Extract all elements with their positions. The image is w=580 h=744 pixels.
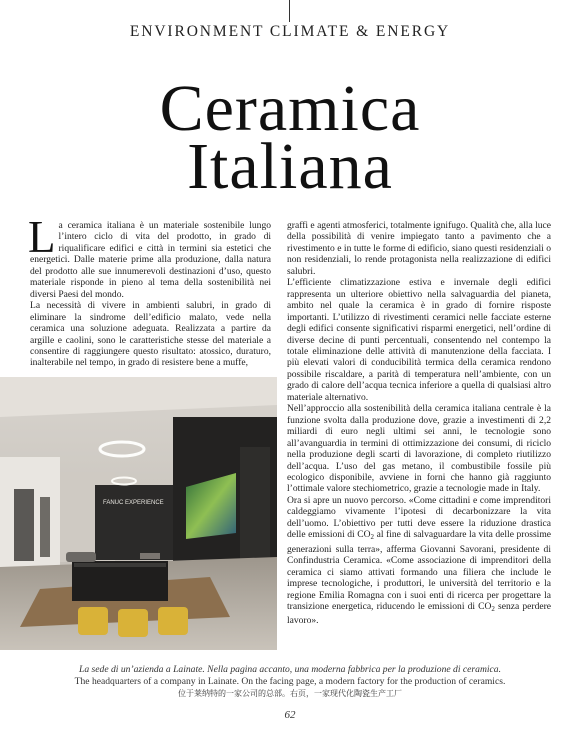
- section-title: ENVIRONMENT CLIMATE & ENERGY: [129, 23, 451, 40]
- paragraph-text: senza perdere lavoro».: [287, 600, 551, 627]
- photo-caption: [0, 664, 580, 700]
- page-number: 62: [284, 709, 296, 721]
- paragraph: La necessità di vivere in ambienti salubri, in grado di eliminare la sindrome dell’edificio malato, vede nella ceramica una soluzione adeguata. Realizzata a partire da argille e caolini, sono le caratteristiche stesse del materiale a consentire di raggiungere questo risultato: atossico, duraturo, inalterabile nel tempo, in grado di resistere bene a muffe,: [30, 300, 271, 369]
- top-divider-line: [289, 0, 290, 22]
- drop-cap: L: [28, 212, 56, 262]
- caption-chinese: 位于莱纳特的一家公司的总部。右页，一家现代化陶瓷生产工厂: [178, 689, 402, 698]
- article-column-2: [287, 220, 551, 627]
- title-line-1: Ceramica: [159, 72, 421, 145]
- office-lobby-photo: [0, 377, 277, 650]
- paragraph-text: a ceramica italiana è un materiale sostenibile lungo l’intero ciclo di vita del prodotto, in grado di riqualificare edifici e città in termini sia estetici che energetici. Dalle materie prime alla produzione, dalla natura del prodotto alle sue innumerevoli destinazioni d’uso, questo materiale risponde in pieno al tema della sostenibilità nei diversi Paesi del mondo.: [30, 220, 271, 300]
- paragraph-text: al fine di salvaguardare la vita delle prossime generazioni sulla terra», afferma Giovanni Savorani, presidente di Confindustria Ceramica. «Come associazione di imprenditori della ceramica ci siamo attivati formando una filiera che include le imprese tecnologiche, i produttori, le università del territorio e la regione Emilia Romagna con i suoi enti di ricerca per progettare la transizione energetica, riducendo le emissioni di CO: [287, 529, 551, 612]
- caption-english: The headquarters of a company in Lainate. On the facing page, a modern factory for the production of ceramics.: [74, 676, 506, 687]
- article-title: [0, 72, 580, 203]
- paragraph: Nell’approccio alla sostenibilità della ceramica italiana centrale è la funzione svolta dalla produzione dove, grazie a investimenti di 2,2 miliardi di euro negli ultimi sei anni, le tecnologie sono all’avanguardia in termini di ottimizzazione dei consumi, di riciclo nella produzione degli scarti di lavorazione, di completo riutilizzo dell’acqua. L’uso del gas metano, il combustibile fossile più ecologico disponibile, avviene in forni che hanno già raggiunto l’ottimale valore stechiometrico, grazie a tecnologie made in Italy.: [287, 403, 551, 495]
- paragraph-text: Ora si apre un nuovo percorso. «Come cittadini e come imprenditori caldeggiamo vivamente l’ipotesi di decarbonizzare la vita dell’uomo. L’obiettivo per tutti deve essere la riduzione drastica delle emissioni di CO: [287, 494, 551, 541]
- lobby-illustration: [0, 377, 277, 650]
- paragraph: L’efficiente climatizzazione estiva e invernale degli edifici rappresenta un ulteriore obiettivo nella salvaguardia del pianeta, ambito nel quale la ceramica è in grado di fornire risposte importanti. L’utilizzo di rivestimenti ceramici nelle facciate esterne degli edifici consente significativi risparmi energetici, nell’ordine di diverse decine di punti percentuali, consentendo nel contempo la totale eliminazione delle attività di manutenzione della facciata. I più elevati valori di conducibilità termica della ceramica rendono possibile riscaldare, a parità di temperatura nell’ambiente, con un grado di calore dell’acqua tecnica inferiore a quella di qualsiasi altro materiale alternativo.: [287, 277, 551, 403]
- screen-label: FANUC EXPERIENCE: [103, 500, 164, 506]
- caption-italian: La sede di un’azienda a Lainate. Nella pagina accanto, una moderna fabbrica per la produzione di ceramica.: [79, 664, 501, 675]
- co2-subscript: 2: [370, 533, 375, 542]
- paragraph: graffi e agenti atmosferici, totalmente ignifugo. Qualità che, alla luce della possibilità di venire impiegato tanto a pavimento che a rivestimento e in tutte le forme di edificio, siano questi residenziali o non residenziali, lo rende protagonista nella realizzazione di edifici salubri.: [287, 220, 551, 277]
- title-line-2: Italiana: [187, 130, 393, 203]
- paragraph: [28, 212, 271, 300]
- paragraph: [287, 495, 551, 627]
- article-column-1: [28, 212, 271, 369]
- co2-subscript: 2: [491, 604, 495, 613]
